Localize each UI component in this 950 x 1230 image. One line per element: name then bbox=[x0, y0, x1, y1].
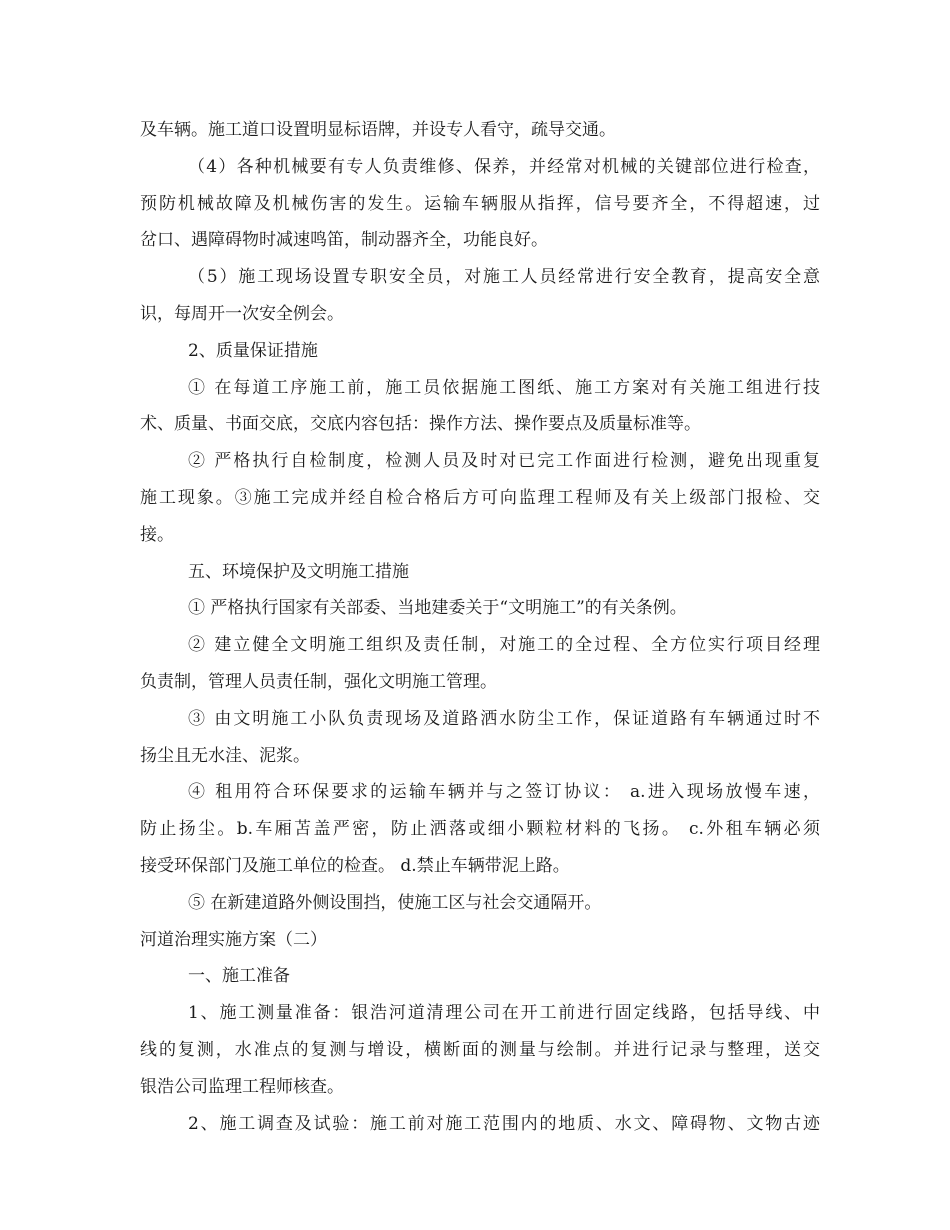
text-line: 识，每周开一次安全例会。 bbox=[140, 303, 344, 324]
text-line: 预防机械故障及机械伤害的发生。运输车辆服从指挥，信号要齐全，不得超速，过 bbox=[140, 193, 820, 214]
text-line: 2、质量保证措施 bbox=[188, 340, 318, 361]
text-line: 银浩公司监理工程师核查。 bbox=[140, 1076, 344, 1097]
text-line: 接。 bbox=[140, 524, 174, 545]
text-line: 术、质量、书面交底，交底内容包括：操作方法、操作要点及质量标准等。 bbox=[140, 414, 701, 435]
text-line: ① 严格执行国家有关部委、当地建委关于“文明施工”的有关条例。 bbox=[188, 598, 687, 619]
text-line: 线的复测，水准点的复测与增设，横断面的测量与绘制。并进行记录与整理，送交 bbox=[140, 1039, 820, 1060]
text-line: ② 建立健全文明施工组织及责任制，对施工的全过程、全方位实行项目经理 bbox=[188, 635, 820, 656]
text-line: ① 在每道工序施工前，施工员依据施工图纸、施工方案对有关施工组进行技 bbox=[188, 377, 820, 398]
text-line: 及车辆。施工道口设置明显标语牌，并设专人看守，疏导交通。 bbox=[140, 120, 616, 140]
text-line: 负责制，管理人员责任制，强化文明施工管理。 bbox=[140, 671, 497, 692]
text-line: 岔口、遇障碍物时减速鸣笛，制动器齐全，功能良好。 bbox=[140, 230, 548, 251]
text-line: 2、施工调查及试验：施工前对施工范围内的地质、水文、障碍物、文物古迹 bbox=[188, 1113, 820, 1134]
text-line: 河道治理实施方案（二） bbox=[140, 929, 327, 950]
text-line: 施工现象。③施工完成并经自检合格后方可向监理工程师及有关上级部门报检、交 bbox=[140, 487, 820, 508]
text-line: 接受环保部门及施工单位的检查。 d.禁止车辆带泥上路。 bbox=[140, 855, 570, 876]
text-line: 防止扬尘。b.车厢苫盖严密，防止洒落或细小颗粒材料的飞扬。 c.外租车辆必须 bbox=[140, 819, 820, 840]
text-line: （4）各种机械要有专人负责维修、保养，并经常对机械的关键部位进行检查， bbox=[188, 156, 820, 177]
text-line: ⑤ 在新建道路外侧设围挡，使施工区与社会交通隔开。 bbox=[188, 892, 602, 913]
text-line: ② 严格执行自检制度，检测人员及时对已完工作面进行检测，避免出现重复 bbox=[188, 451, 820, 472]
text-line: ④ 租用符合环保要求的运输车辆并与之签订协议： a.进入现场放慢车速， bbox=[188, 782, 820, 803]
document-body bbox=[140, 112, 820, 1142]
text-line: 一、施工准备 bbox=[188, 966, 290, 987]
text-line: 1、施工测量准备：银浩河道清理公司在开工前进行固定线路，包括导线、中 bbox=[188, 1003, 820, 1024]
text-line: ③ 由文明施工小队负责现场及道路洒水防尘工作，保证道路有车辆通过时不 bbox=[188, 708, 820, 729]
text-line: （5）施工现场设置专职安全员，对施工人员经常进行安全教育，提高安全意 bbox=[188, 267, 820, 288]
text-line: 五、环境保护及文明施工措施 bbox=[188, 561, 409, 582]
text-line: 扬尘且无水洼、泥浆。 bbox=[140, 745, 310, 766]
